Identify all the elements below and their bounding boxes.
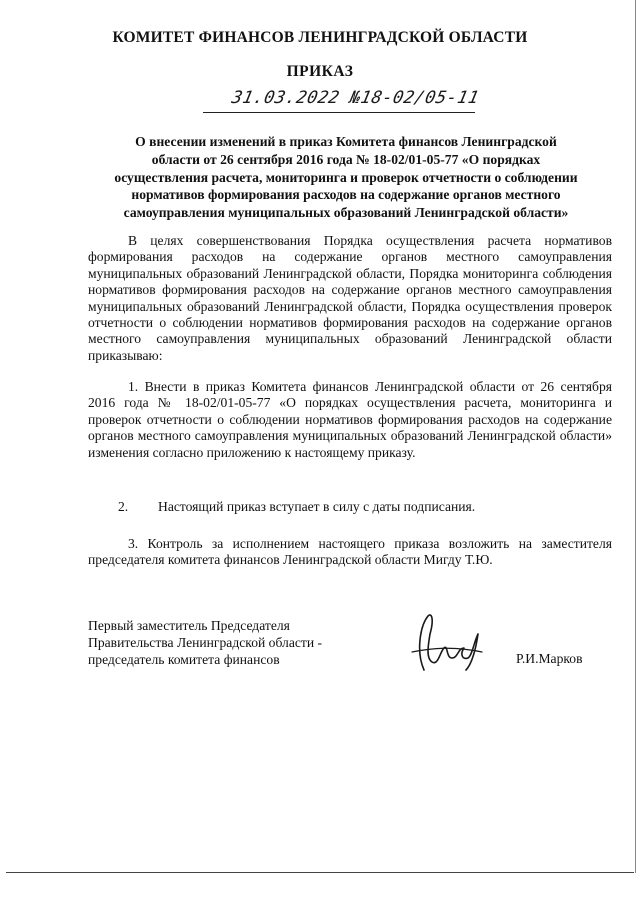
position-line: председатель комитета финансов (88, 652, 280, 667)
item-2-number: 2. (118, 499, 129, 514)
item-2-text: Настоящий приказ вступает в силу с даты подписания. (158, 499, 476, 514)
title-line: области от 26 сентября 2016 года № 18-02/01-05-77 «О порядках (151, 151, 541, 167)
document-title (80, 133, 612, 222)
preamble-paragraph: В целях совершенствования Порядка осуществления расчета нормативов формирования расходов на содержание органов местного самоуправления муниципальных образований Ленинградской области, Порядка мониторинга соблюдения нормативов формирования расходов на содержание органов местного самоуправления муниципальных образований Ленинградской области, Порядка осуществления проверок отчетности о соблюдении нормативов формирования расходов на содержание органов местного самоуправления муниципальных образований Ленинградской области приказываю: (88, 233, 612, 363)
position-line: Первый заместитель Председателя (88, 618, 290, 633)
date-underline (203, 112, 475, 113)
item-2-paragraph (88, 499, 612, 515)
title-line: О внесении изменений в приказ Комитета финансов Ленинградской (135, 134, 557, 149)
handwritten-date-number: 31.03.2022 №18-02/05-11 (229, 88, 482, 108)
item-1-paragraph: 1. Внести в приказ Комитета финансов Ленинградской области от 26 сентября 2016 года № 18-02/01-05-77 «О порядках осуществления расчета, мониторинга и проверок отчетности о соблюдении нормативов формирования расходов на содержание органов местного самоуправления муниципальных образований Ленинградской области» изменения согласно приложению к настоящему приказу. (88, 379, 612, 460)
handwritten-signature (402, 612, 486, 676)
page-edge-right (635, 0, 636, 873)
title-line: осуществления расчета, мониторинга и проверок отчетности о соблюдении (114, 169, 578, 185)
title-line: нормативов формирования расходов на содержание органов местного (131, 187, 561, 203)
signatory-name: Р.И.Марков (516, 651, 583, 666)
signatory-position (88, 617, 388, 668)
item-3-paragraph: 3. Контроль за исполнением настоящего приказа возложить на заместителя председателя комитета финансов Ленинградской области Мигду Т.Ю. (88, 536, 612, 568)
title-line: самоуправления муниципальных образований Ленинградской области» (123, 205, 569, 221)
page-edge-bottom (6, 872, 634, 873)
organization-heading: КОМИТЕТ ФИНАНСОВ ЛЕНИНГРАДСКОЙ ОБЛАСТИ (112, 29, 528, 46)
position-line: Правительства Ленинградской области - (88, 635, 323, 650)
document-type: ПРИКАЗ (286, 63, 354, 80)
